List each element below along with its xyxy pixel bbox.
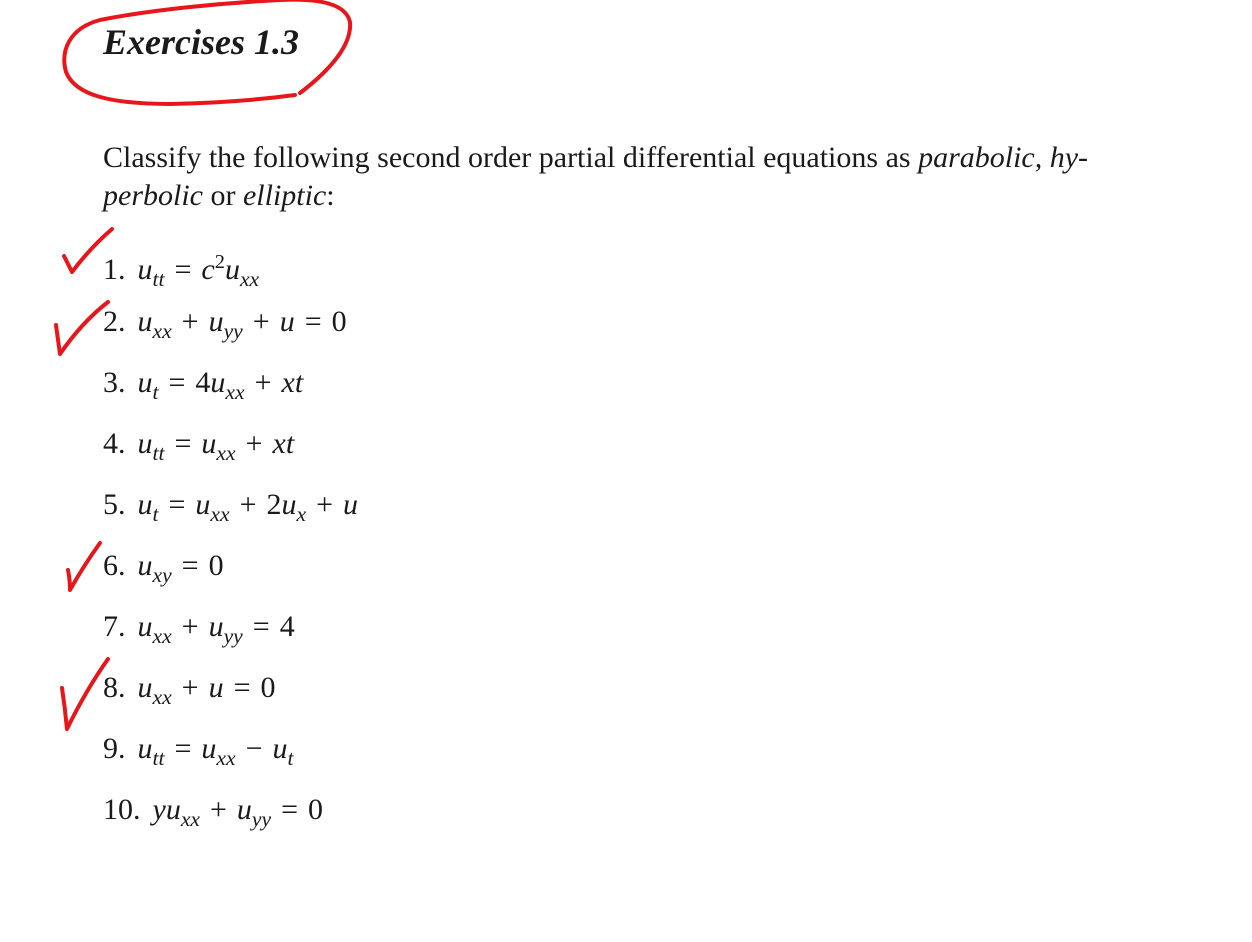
exercise-number: 9.: [103, 732, 126, 765]
checkmark-2: [56, 302, 108, 354]
exercise-number: 7.: [103, 610, 126, 643]
exercise-number: 6.: [103, 549, 126, 582]
instructions-line-1: Classify the following second order partial differential equations as parabolic, hy-: [103, 141, 1089, 174]
exercise-10: [103, 792, 323, 837]
instructions-line-2: perbolic or elliptic:: [103, 179, 335, 212]
exercise-number: 3.: [103, 366, 126, 399]
exercise-2: [103, 304, 347, 349]
exercise-9: [103, 731, 294, 776]
checkmark-8: [62, 659, 108, 729]
equation: $u_t = 4u_{xx}$ + xt: [137, 366, 304, 404]
exercise-number: 4.: [103, 427, 126, 460]
exercise-7: [103, 609, 295, 654]
equation: $u_{tt} = u_{xx}$ + xt: [137, 427, 295, 465]
equation: $u_{xx} + u_{yy} + u = 0$: [137, 305, 347, 343]
equation: $u_{xx} + u = 0$: [137, 671, 276, 709]
exercise-8: [103, 670, 276, 715]
equation: $u_{xx} + u_{yy} = 4$: [137, 610, 295, 648]
exercise-number: 1.: [103, 253, 126, 287]
exercise-1: [103, 244, 259, 297]
equation: $yu_{xx} + u_{yy} = 0$: [152, 793, 324, 831]
exercise-number: 5.: [103, 488, 126, 521]
exercise-5: [103, 487, 358, 532]
exercise-number: 8.: [103, 671, 126, 704]
exercise-number: 10.: [103, 793, 141, 826]
equation: $u_{tt} = u_{xx} - u_t$: [137, 732, 294, 770]
exercise-number: 2.: [103, 305, 126, 338]
instructions-paragraph: [103, 139, 1183, 215]
exercise-4: [103, 426, 294, 471]
equation: $u_t = u_{xx} + 2u_x + u$: [137, 488, 359, 526]
equation: $u_{tt} = c^2u_{xx}$: [137, 251, 260, 292]
equation: $u_{xy} = 0$: [137, 549, 224, 587]
section-heading: Exercises 1.3: [103, 22, 299, 62]
exercise-6: [103, 548, 224, 593]
checkmark-6: [68, 543, 100, 590]
exercise-3: [103, 365, 303, 410]
